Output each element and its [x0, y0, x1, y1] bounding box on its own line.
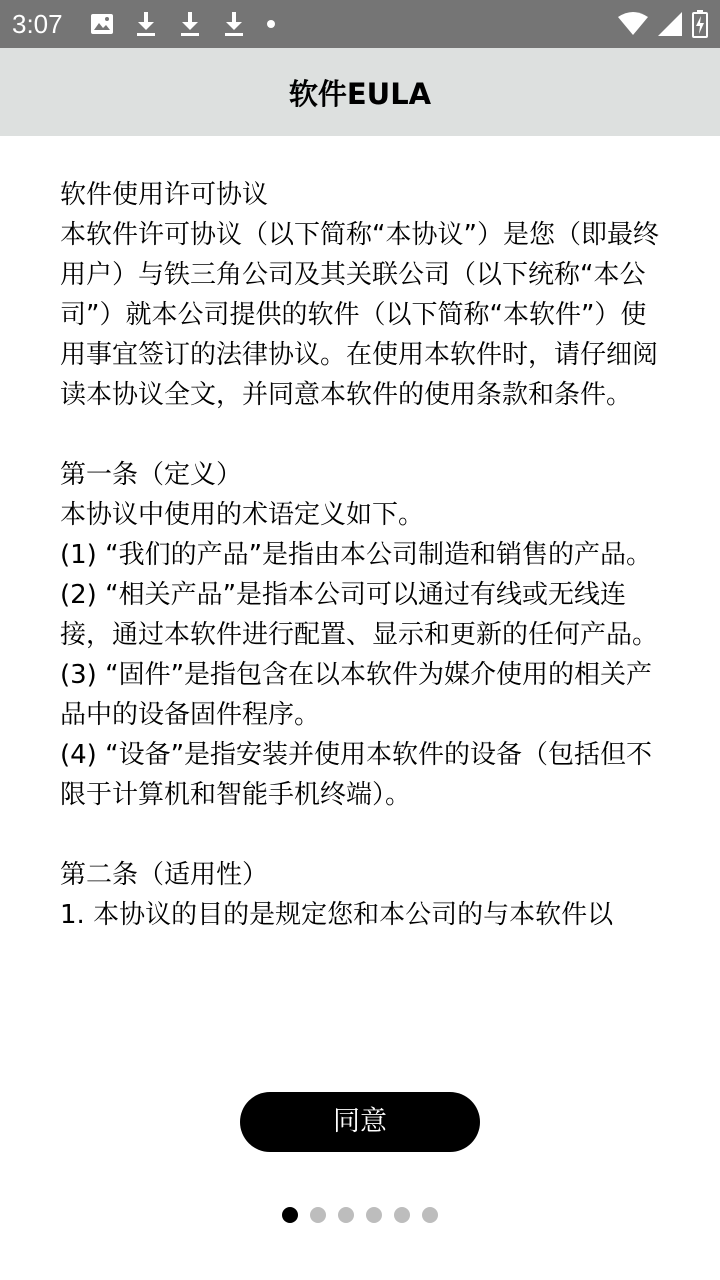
- download-icon: [134, 11, 158, 37]
- status-bar: [0, 0, 720, 48]
- cell-signal-icon: [658, 12, 682, 36]
- page-dot[interactable]: [422, 1207, 438, 1223]
- download-icon: [222, 11, 246, 37]
- page-title: 软件EULA: [288, 77, 432, 111]
- page-dot[interactable]: [310, 1207, 326, 1223]
- eula-text: 软件使用许可协议 本软件许可协议（以下简称“本协议”）是您（即最终用户）与铁三角公司及其关联公司（以下统称“本公司”）就本公司提供的软件（以下简称“本软件”）使用事宜签订的法律协议。在使用本软件时，请仔细阅读本协议全文，并同意本软件的使用条款和条件。 第一条（定义） 本协议中使用的术语定义如下。 (1) “我们的产品”是指由本公司制造和销售的产品。 (2) “相关产品”是指本公司可以通过有线或无线连接，通过本软件进行配置、显示和更新的任何产品。 (3) “固件”是指包含在以本软件为媒介使用的相关产品中的设备固件程序。 (4) “设备”是指安装并使用本软件的设备（包括但不限于计算机和智能手机终端）。 第二条（适用性） 1. 本协议的目的是规定您和本公司的与本软件以: [60, 180, 659, 930]
- dot-icon: [266, 19, 276, 29]
- app-bar: [0, 48, 720, 136]
- page-dot[interactable]: [282, 1207, 298, 1223]
- page-dot[interactable]: [366, 1207, 382, 1223]
- notification-icons: [90, 10, 296, 38]
- system-icons: [608, 10, 708, 38]
- status-time: 3:07: [12, 9, 63, 39]
- wifi-icon: [618, 12, 648, 36]
- page-dot[interactable]: [338, 1207, 354, 1223]
- image-icon: [90, 13, 114, 35]
- agree-button[interactable]: 同意: [240, 1092, 480, 1152]
- page-dot[interactable]: [394, 1207, 410, 1223]
- battery-charging-icon: [692, 10, 708, 38]
- page-indicator: [0, 1207, 720, 1225]
- eula-scroll-area[interactable]: [60, 175, 660, 1055]
- download-icon: [178, 11, 202, 37]
